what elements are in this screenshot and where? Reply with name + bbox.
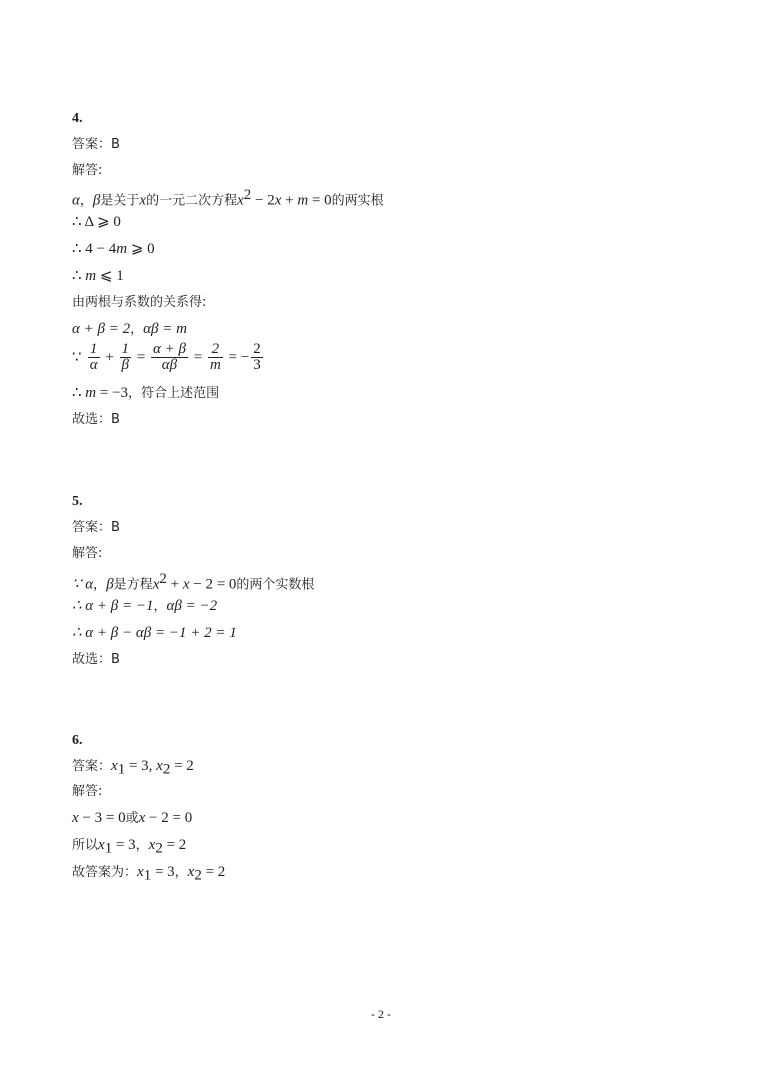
q4-line-1: α，β是关于x的一元二次方程$x^2 - 2x + m = 0$的两实根 — [72, 187, 384, 209]
q5-solution-label: 解答: — [72, 546, 103, 561]
q6-solution-label: 解答: — [72, 784, 103, 799]
fraction-2-over-m: $\frac{2}{m}$ — [209, 341, 221, 373]
q5-line-1: ∵ α，β是方程$x^2 + x - 2 = 0$的两个实数根 — [72, 571, 315, 593]
q6-line-1: x − 3 = 0或x − 2 = 0 — [72, 810, 193, 826]
fraction-2-over-3: $\frac{2}{3}$ — [253, 341, 261, 373]
q6-line-3: 故答案为：$x_1 = 3$，$x_2 = 2$ — [72, 864, 226, 884]
q4-line-9: 故选：B — [72, 412, 120, 427]
fraction-sum-over-product: $\frac{\alpha + \beta}{\alpha\beta}$ — [153, 341, 186, 373]
q4-line-7-fractions: ∵ $\frac{1}{\alpha}$ + $\frac{1}{\beta}$ = $\frac{\alpha + \beta}{\alpha\beta}$ = $\frac{2}{m}$ = − $\frac{2}{3}$ — [72, 341, 261, 373]
q5-line-4: 故选：B — [72, 652, 120, 667]
q4-line-4: ∴ m ⩽ 1 — [72, 268, 124, 284]
fraction-1-over-alpha: $\frac{1}{\alpha}$ — [89, 341, 98, 373]
q6-number: 6. — [72, 733, 83, 748]
q4-line-6: α + β = 2，αβ = m — [72, 321, 187, 337]
q6-answer: 答案：$x_1 = 3$, $x_2 = 2$ — [72, 758, 194, 778]
q4-line-3: ∴ 4 − 4m ⩾ 0 — [72, 241, 155, 257]
q4-line-2: ∴ Δ ⩾ 0 — [72, 214, 121, 230]
q4-number: 4. — [72, 111, 83, 126]
q4-answer: 答案：B — [72, 137, 120, 152]
fraction-1-over-beta: $\frac{1}{\beta}$ — [121, 341, 130, 373]
q4-line-5: 由两根与系数的关系得: — [72, 295, 207, 310]
q5-line-3: ∴ α + β − αβ = −1 + 2 = 1 — [72, 625, 237, 641]
q5-line-2: ∴ α + β = −1，αβ = −2 — [72, 598, 218, 614]
q5-answer: 答案：B — [72, 520, 120, 535]
q4-solution-label: 解答: — [72, 163, 103, 178]
q4-line-8: ∴ m = −3，符合上述范围 — [72, 385, 220, 401]
page-number: - 2 - — [371, 1007, 391, 1021]
q5-number: 5. — [72, 494, 83, 509]
q6-line-2: 所以$x_1 = 3$，$x_2 = 2$ — [72, 837, 187, 857]
